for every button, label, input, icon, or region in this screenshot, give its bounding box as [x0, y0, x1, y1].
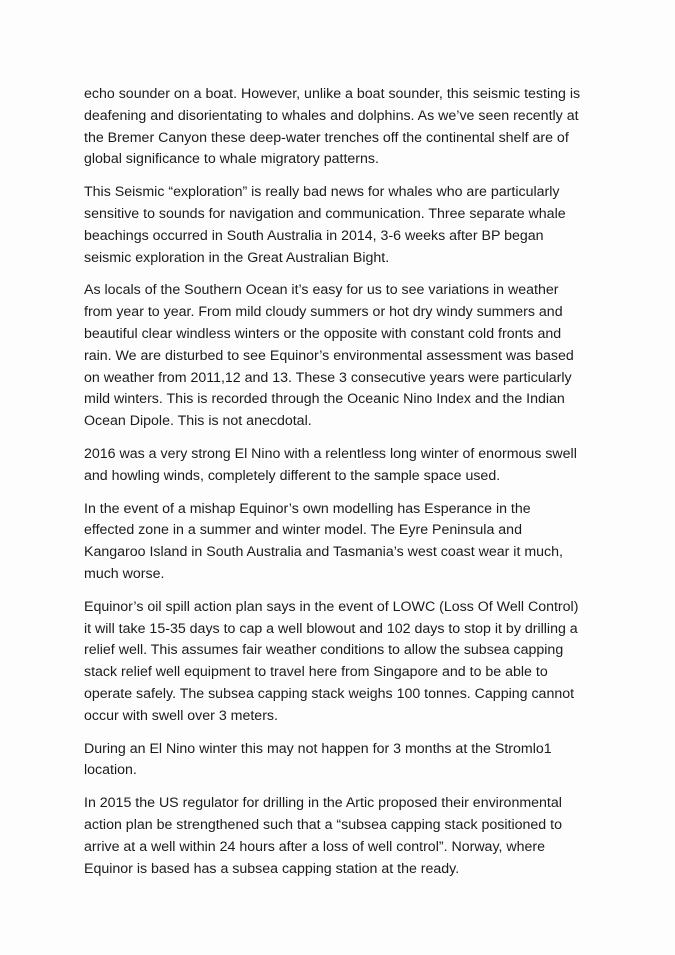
text-line: stack relief well equipment to travel here from Singapore and to be able to: [84, 664, 548, 681]
text-line: occur with swell over 3 meters.: [84, 707, 278, 724]
text-line: sensitive to sounds for navigation and communication. Three separate whale: [84, 205, 566, 222]
text-line: Equinor’s oil spill action plan says in the event of LOWC (Loss Of Well Control): [84, 598, 579, 615]
text-line: the Bremer Canyon these deep-water trenches off the continental shelf are of: [84, 129, 569, 146]
text-line: echo sounder on a boat. However, unlike a boat sounder, this seismic testing is: [84, 86, 581, 102]
text-line: 2016 was a very strong El Nino with a relentless long winter of enormous swell: [84, 445, 577, 462]
text-line: relief well. This assumes fair weather conditions to allow the subsea capping: [84, 642, 564, 659]
text-line: much worse.: [84, 565, 165, 582]
text-line: beachings occurred in South Australia in 2014, 3-6 weeks after BP began: [84, 227, 544, 244]
text-line: This Seismic “exploration” is really bad news for whales who are particularly: [84, 184, 560, 201]
paragraph-us-regulator: [84, 793, 604, 880]
paragraph-mishap-modelling: [84, 499, 604, 586]
paragraph-el-nino-winter: [84, 739, 604, 783]
text-line: beautiful clear windless winters or the opposite with constant cold fronts and: [84, 325, 562, 342]
text-line: effected zone in a summer and winter model. The Eyre Peninsula and: [84, 522, 522, 539]
text-line: it will take 15-35 days to cap a well blowout and 102 days to stop it by drilling a: [84, 620, 578, 637]
text-line: rain. We are disturbed to see Equinor’s environmental assessment was based: [84, 347, 574, 364]
text-line: During an El Nino winter this may not happen for 3 months at the Stromlo1: [84, 740, 552, 757]
paragraph-seismic-exploration: [84, 182, 604, 269]
text-line: mild winters. This is recorded through the Oceanic Nino Index and the Indian: [84, 391, 565, 408]
text-line: Equinor is based has a subsea capping station at the ready.: [84, 860, 460, 877]
document-body: [84, 84, 604, 891]
text-line: As locals of the Southern Ocean it’s easy for us to see variations in weather: [84, 282, 559, 299]
text-line: deafening and disorientating to whales and dolphins. As we’ve seen recently at: [84, 107, 579, 124]
paragraph-el-nino-2016: [84, 444, 604, 488]
text-line: on weather from 2011,12 and 13. These 3 consecutive years were particularly: [84, 369, 572, 386]
text-line: from year to year. From mild cloudy summers or hot dry windy summers and: [84, 304, 563, 321]
paragraph-whale-sounder: [84, 84, 604, 171]
text-line: arrive at a well within 24 hours after a loss of well control”. Norway, where: [84, 838, 546, 855]
text-line: Ocean Dipole. This is not anecdotal.: [84, 413, 312, 430]
text-line: and howling winds, completely different to the sample space used.: [84, 467, 501, 484]
text-line: operate safely. The subsea capping stack weighs 100 tonnes. Capping cannot: [84, 685, 575, 702]
text-line: In the event of a mishap Equinor’s own modelling has Esperance in the: [84, 500, 531, 517]
paragraph-oil-spill-plan: [84, 597, 604, 728]
text-line: Kangaroo Island in South Australia and Tasmania’s west coast wear it much,: [84, 544, 563, 561]
text-line: In 2015 the US regulator for drilling in the Artic proposed their environmental: [84, 795, 562, 812]
text-line: global significance to whale migratory patterns.: [84, 151, 379, 168]
text-line: location.: [84, 762, 137, 779]
text-line: action plan be strengthened such that a “subsea capping stack positioned to: [84, 816, 562, 833]
paragraph-southern-ocean-weather: [84, 280, 604, 433]
text-line: seismic exploration in the Great Australian Bight.: [84, 249, 390, 266]
